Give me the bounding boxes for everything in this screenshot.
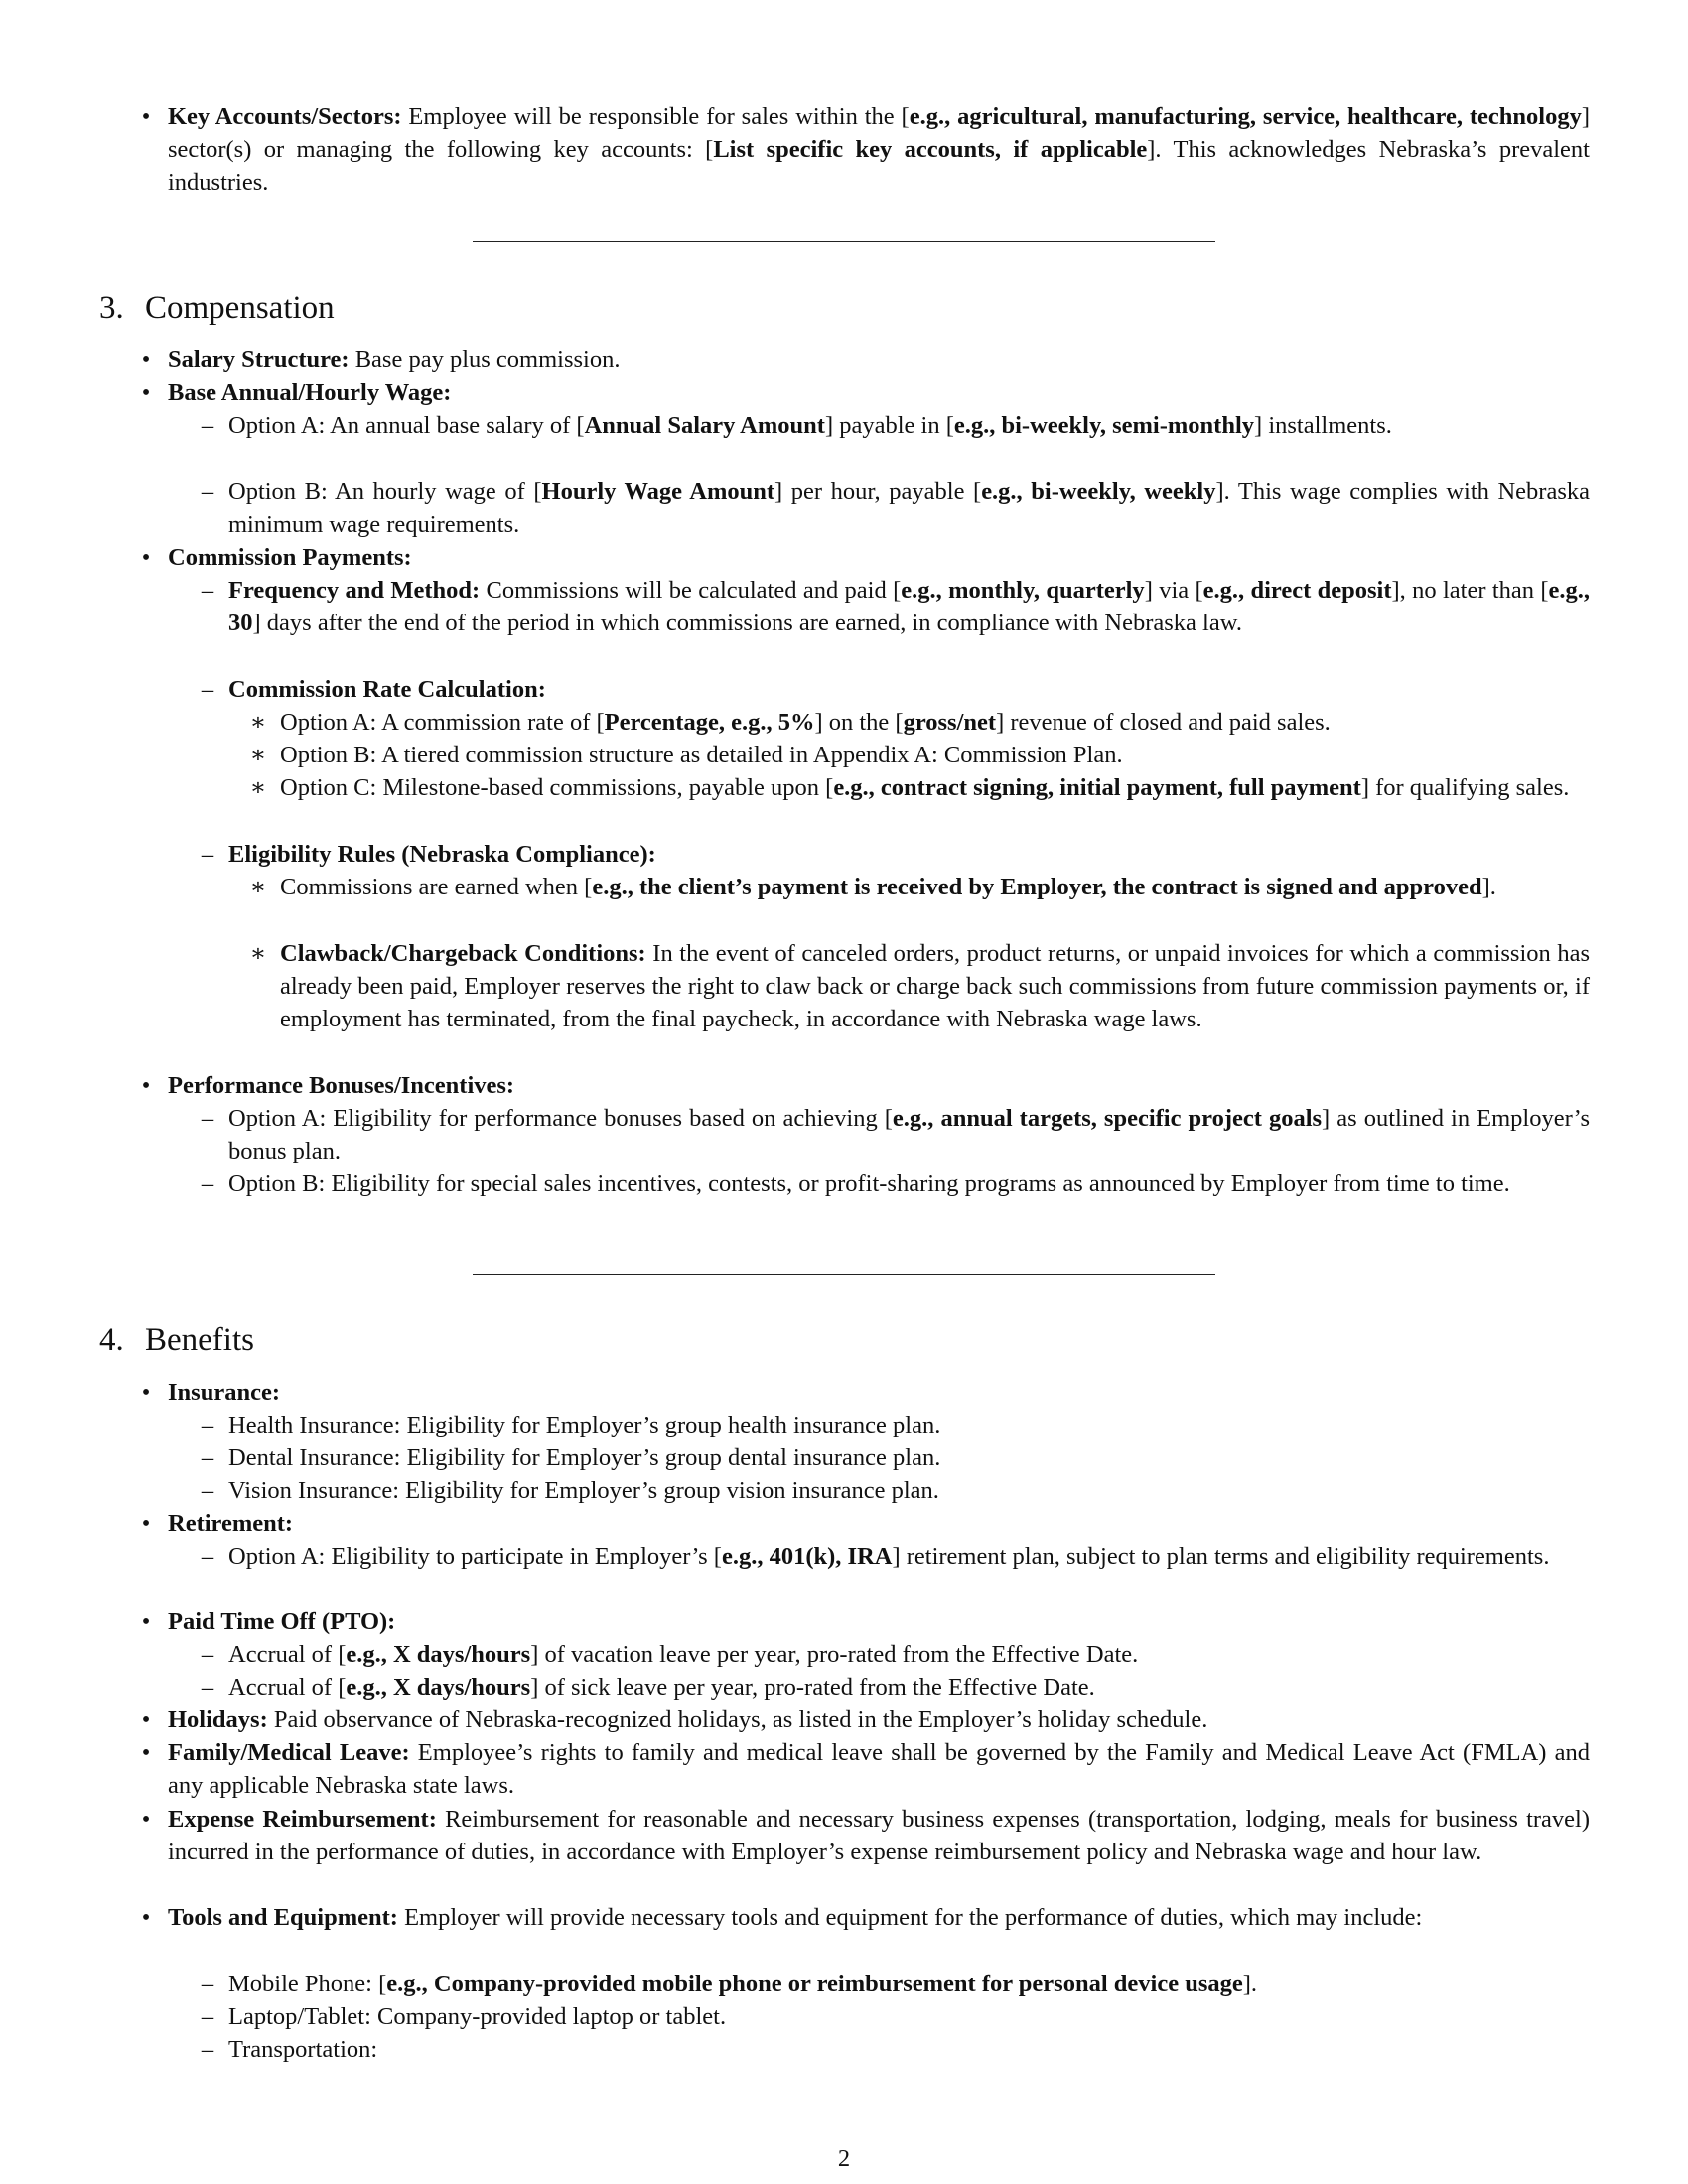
bullet-icon: • [141, 1739, 151, 1766]
asterisk-icon: ∗ [249, 940, 267, 967]
section-4-heading: 4. Benefits [99, 1322, 254, 1358]
holidays-item: Holidays: Paid observance of Nebraska-recognized holidays, as listed in the Employer’s holiday schedule. [168, 1706, 1208, 1733]
bonuses-item: Performance Bonuses/Incentives: [168, 1072, 515, 1099]
asterisk-icon: ∗ [249, 774, 267, 801]
commission-rate-option-a: Option A: A commission rate of [Percentage, e.g., 5%] on the [gross/net] revenue of closed and paid sales. [280, 709, 1331, 736]
fmla-item: Family/Medical Leave: Employee’s rights to family and medical leave shall be governed by the Family and Medical Leave Act (FMLA) and any applicable Nebraska state laws. [168, 1739, 1591, 1800]
bullet-icon: • [141, 1706, 151, 1733]
dash-icon: – [201, 478, 214, 505]
bullet-icon: • [141, 379, 151, 406]
salary-structure-item: Salary Structure: Base pay plus commission. [168, 346, 621, 373]
base-wage-item: Base Annual/Hourly Wage: [168, 379, 452, 406]
tools-laptop: Laptop/Tablet: Company-provided laptop or tablet. [228, 2003, 727, 2030]
bullet-icon: • [141, 103, 151, 130]
base-wage-option-a: Option A: An annual base salary of [Annual Salary Amount] payable in [e.g., bi-weekly, semi-monthly] installments. [228, 412, 1392, 439]
dash-icon: – [201, 2003, 214, 2030]
tools-mobile-phone: Mobile Phone: [e.g., Company-provided mobile phone or reimbursement for personal device usage]. [228, 1971, 1258, 1997]
commission-frequency: Frequency and Method: Commissions will be calculated and paid [e.g., monthly, quarterly] via [e.g., direct deposit], no later than [e.g., 30] days after the end of the period in which commissions are earned, in compliance with Nebraska law. [228, 577, 1591, 637]
pto-item: Paid Time Off (PTO): [168, 1608, 396, 1635]
dash-icon: – [201, 1477, 214, 1504]
bonuses-option-b: Option B: Eligibility for special sales incentives, contests, or profit-sharing programs as announced by Employer from time to time. [228, 1170, 1510, 1197]
dash-icon: – [201, 841, 214, 868]
dash-icon: – [201, 1971, 214, 1997]
vision-insurance: Vision Insurance: Eligibility for Employer’s group vision insurance plan. [228, 1477, 939, 1504]
asterisk-icon: ∗ [249, 709, 267, 736]
base-wage-option-b: Option B: An hourly wage of [Hourly Wage Amount] per hour, payable [e.g., bi-weekly, weekly]. This wage complies with Nebraska minimum wage requirements. [228, 478, 1590, 539]
section-3-heading: 3. Compensation [99, 290, 335, 326]
dash-icon: – [201, 577, 214, 604]
asterisk-icon: ∗ [249, 742, 267, 768]
bullet-icon: • [141, 1072, 151, 1099]
section-divider [473, 1274, 1215, 1275]
bullet-icon: • [141, 544, 151, 571]
commission-rate-heading: Commission Rate Calculation: [228, 676, 546, 703]
dash-icon: – [201, 1170, 214, 1197]
health-insurance: Health Insurance: Eligibility for Employer’s group health insurance plan. [228, 1412, 941, 1438]
bullet-icon: • [141, 1904, 151, 1931]
dash-icon: – [201, 1412, 214, 1438]
pto-sick: Accrual of [e.g., X days/hours] of sick leave per year, pro-rated from the Effective Date. [228, 1674, 1095, 1701]
commission-rate-option-c: Option C: Milestone-based commissions, payable upon [e.g., contract signing, initial payment, full payment] for qualifying sales. [280, 774, 1570, 801]
bullet-icon: • [141, 1608, 151, 1635]
dash-icon: – [201, 2036, 214, 2063]
dash-icon: – [201, 1444, 214, 1471]
tools-transportation: Transportation: [228, 2036, 378, 2063]
commission-rate-option-b: Option B: A tiered commission structure as detailed in Appendix A: Commission Plan. [280, 742, 1123, 768]
retirement-option-a: Option A: Eligibility to participate in Employer’s [e.g., 401(k), IRA] retirement plan, subject to plan terms and eligibility requirements. [228, 1543, 1550, 1570]
insurance-item: Insurance: [168, 1379, 280, 1406]
bullet-icon: • [141, 1510, 151, 1537]
bullet-icon: • [141, 1379, 151, 1406]
bonuses-option-a: Option A: Eligibility for performance bonuses based on achieving [e.g., annual targets, specific project goals] as outlined in Employer’s bonus plan. [228, 1105, 1590, 1165]
page-number: 2 [837, 2145, 851, 2172]
dash-icon: – [201, 1641, 214, 1668]
key-accounts-item: Key Accounts/Sectors: Employee will be responsible for sales within the [e.g., agricultural, manufacturing, service, healthcare, technology] sector(s) or managing the following key accounts: [List specific key accounts, if applicable]. This acknowledges Nebraska’s prevalent industries. [168, 103, 1590, 197]
tools-item: Tools and Equipment: Employer will provide necessary tools and equipment for the performance of duties, which may include: [168, 1904, 1423, 1931]
commission-earned: Commissions are earned when [e.g., the client’s payment is received by Employer, the contract is signed and approved]. [280, 874, 1496, 900]
dash-icon: – [201, 1543, 214, 1570]
dash-icon: – [201, 676, 214, 703]
bullet-icon: • [141, 1806, 151, 1833]
pto-vacation: Accrual of [e.g., X days/hours] of vacation leave per year, pro-rated from the Effective Date. [228, 1641, 1139, 1668]
expense-item: Expense Reimbursement: Reimbursement for reasonable and necessary business expenses (transportation, lodging, meals for business travel) incurred in the performance of duties, in accordance with Employer’s expense reimbursement policy and Nebraska wage and hour law. [168, 1806, 1590, 1866]
dash-icon: – [201, 412, 214, 439]
commission-item: Commission Payments: [168, 544, 412, 571]
dental-insurance: Dental Insurance: Eligibility for Employer’s group dental insurance plan. [228, 1444, 941, 1471]
bullet-icon: • [141, 346, 151, 373]
section-divider [473, 241, 1215, 242]
retirement-item: Retirement: [168, 1510, 294, 1537]
dash-icon: – [201, 1674, 214, 1701]
eligibility-heading: Eligibility Rules (Nebraska Compliance): [228, 841, 656, 868]
clawback-conditions: Clawback/Chargeback Conditions: In the event of canceled orders, product returns, or unpaid invoices for which a commission has already been paid, Employer reserves the right to claw back or charge back such commissions from future commission payments or, if employment has terminated, from the final paycheck, in accordance with Nebraska wage laws. [280, 940, 1591, 1033]
dash-icon: – [201, 1105, 214, 1132]
asterisk-icon: ∗ [249, 874, 267, 900]
